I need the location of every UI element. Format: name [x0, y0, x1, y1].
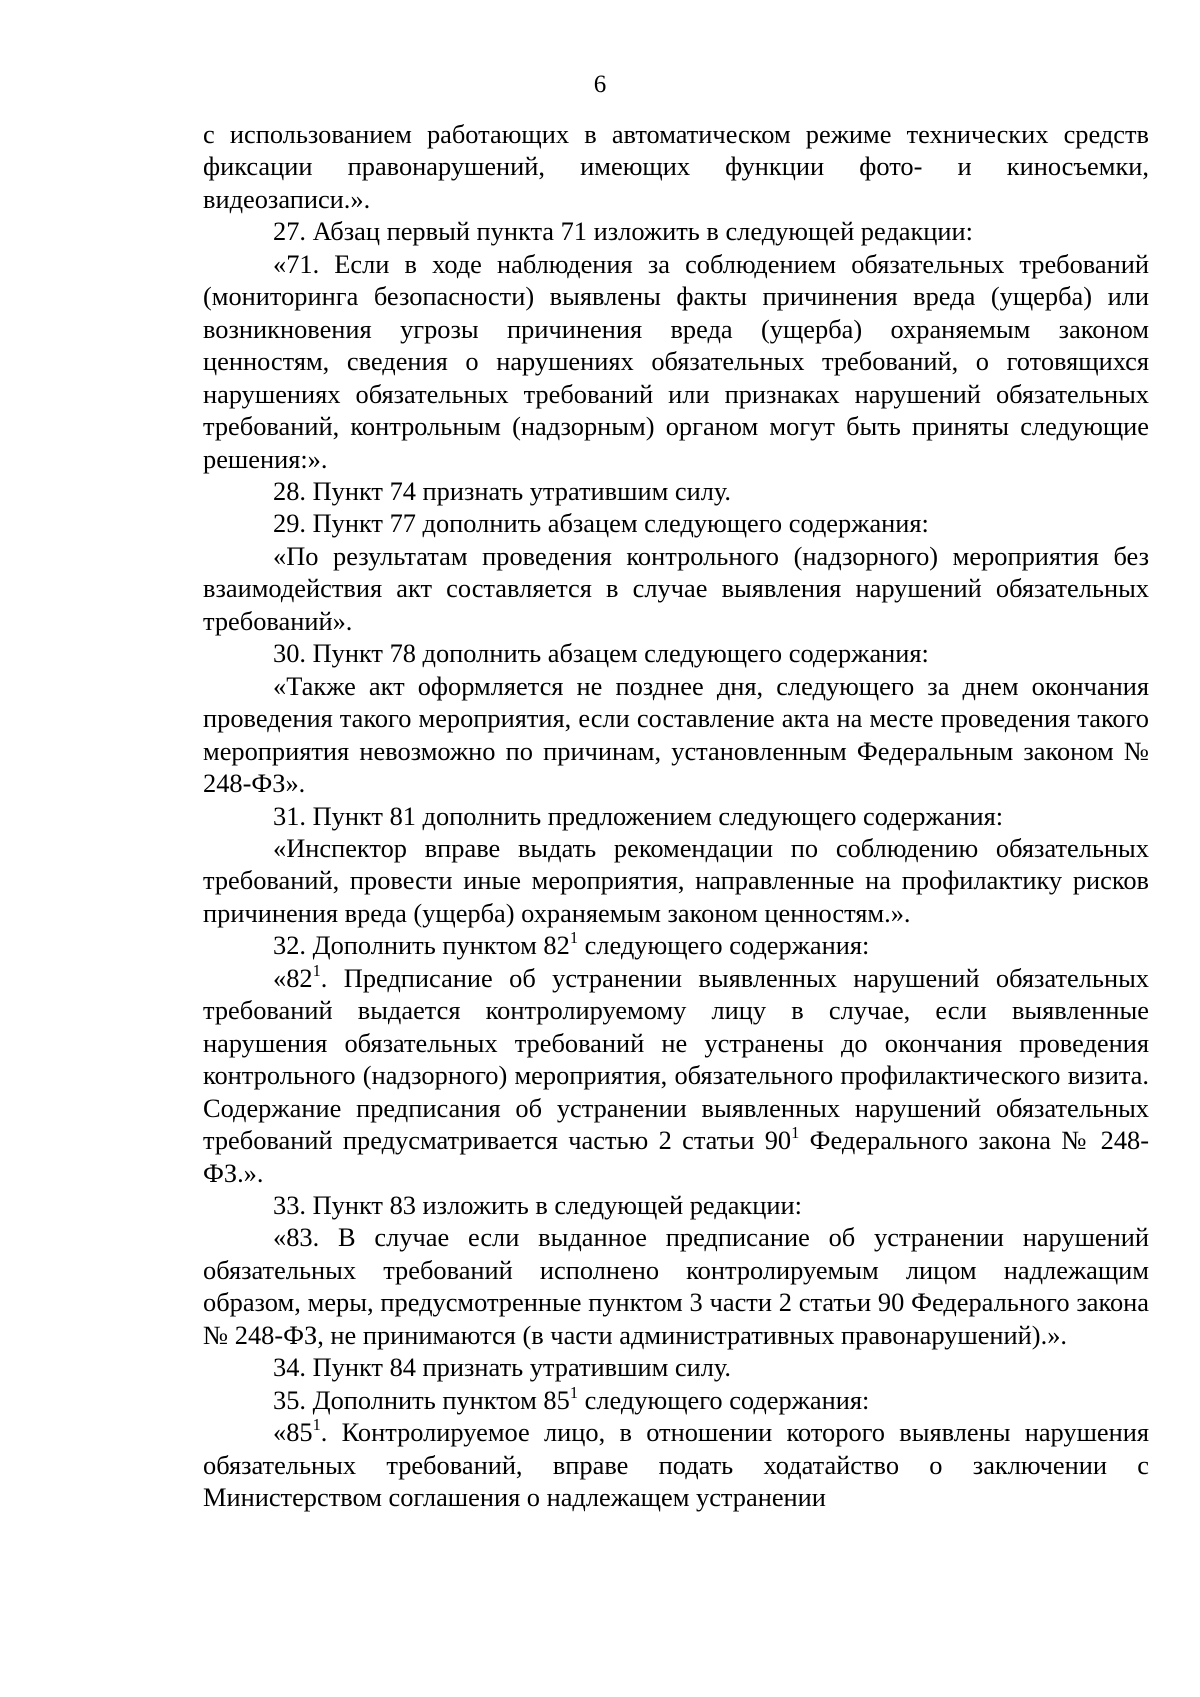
paragraph: 29. Пункт 77 дополнить абзацем следующего содержания: — [273, 508, 929, 539]
paragraph-text: 35. Дополнить пунктом 85 — [273, 1384, 570, 1415]
paragraph: 28. Пункт 74 признать утратившим силу. — [273, 475, 732, 506]
superscript: 1 — [312, 960, 321, 980]
paragraph — [203, 1384, 1149, 1416]
superscript: 1 — [569, 928, 579, 948]
paragraph: «71. Если в ходе наблюдения за соблюдением обязательных требований (мониторинга безопасности) выявлены факты причинения вреда (ущерба) или возникновения угрозы причинения вреда (ущерба) охраняемым законом ценностям, сведения о нарушениях обязательных требований, о готовящихся нарушениях обязательных требований или признаках нарушений обязательных требований, контрольным (надзорным) органом могут быть приняты следующие решения:». — [203, 248, 1149, 474]
paragraph — [203, 929, 1149, 961]
paragraph — [203, 962, 1149, 1189]
paragraph-text: . Предписание об устранении выявленных нарушений обязательных требований выдается контролируемому лицу в случае, если выявленные нарушения обязательных требований не устранены до окончания проведения контрольного (надзорного) мероприятия, обязательного профилактического визита. Содержание предписания об устранении выявленных нарушений обязательных требований предусматривается частью 2 статьи 90 — [203, 962, 1149, 1156]
document-body — [203, 118, 1149, 1513]
paragraph-text: . Контролируемое лицо, в отношении которого выявлены нарушения обязательных требований, вправе подать ходатайство о заключении с Министерством соглашения о надлежащем устранении — [203, 1417, 1149, 1513]
superscript: 1 — [569, 1382, 579, 1402]
paragraph: 33. Пункт 83 изложить в следующей редакции: — [273, 1189, 802, 1220]
paragraph: 31. Пункт 81 дополнить предложением следующего содержания: — [273, 800, 1004, 831]
superscript: 1 — [791, 1122, 800, 1142]
paragraph: 30. Пункт 78 дополнить абзацем следующего содержания: — [273, 638, 929, 669]
paragraph: 27. Абзац первый пункта 71 изложить в следующей редакции: — [273, 216, 974, 247]
paragraph: «По результатам проведения контрольного (надзорного) мероприятия без взаимодействия акт составляется в случае выявления нарушений обязательных требований». — [203, 540, 1149, 636]
paragraph: «Инспектор вправе выдать рекомендации по соблюдению обязательных требований, провести иные мероприятия, направленные на профилактику рисков причинения вреда (ущерба) охраняемым законом ценностям.». — [203, 832, 1149, 928]
paragraph-text: Федерального закона № 248-ФЗ.». — [203, 1125, 1149, 1188]
paragraph: 34. Пункт 84 признать утратившим силу. — [273, 1352, 732, 1383]
paragraph: «Также акт оформляется не позднее дня, следующего за днем окончания проведения такого мероприятия, если составление акта на месте проведения такого мероприятия невозможно по причинам, установленным Федеральным законом № 248-ФЗ». — [203, 670, 1149, 799]
paragraph: с использованием работающих в автоматическом режиме технических средств фиксации правонарушений, имеющих функции фото- и киносъемки, видеозаписи.». — [203, 119, 1149, 214]
paragraph-text: следующего содержания: — [578, 1384, 870, 1415]
paragraph-text: «85 — [273, 1417, 313, 1448]
page-number: 6 — [593, 71, 607, 98]
paragraph-text: следующего содержания: — [578, 930, 870, 961]
superscript: 1 — [312, 1415, 321, 1434]
paragraph: «83. В случае если выданное предписание об устранении нарушений обязательных требований исполнено контролируемым лицом надлежащим образом, меры, предусмотренные пунктом 3 части 2 статьи 90 Федерального закона № 248-ФЗ, не принимаются (в части административных правонарушений).». — [203, 1222, 1149, 1350]
paragraph-text: «82 — [273, 962, 313, 993]
paragraph-text: 32. Дополнить пунктом 82 — [273, 930, 570, 961]
paragraph — [203, 1416, 1149, 1513]
